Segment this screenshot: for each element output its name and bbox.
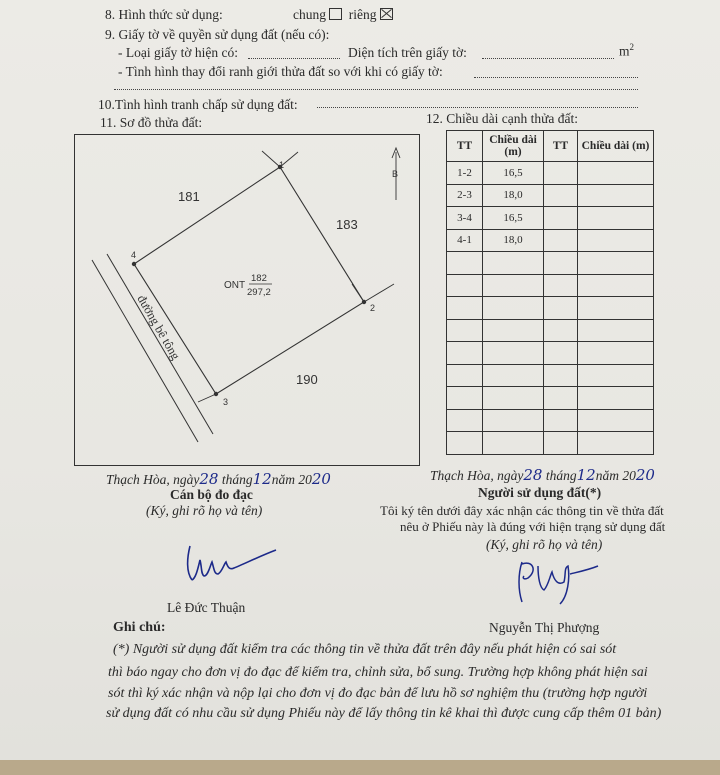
land-user-confirm-1: Tôi ký tên dưới đây xác nhận các thông tin về thửa đất	[380, 503, 664, 518]
doc-type-blank	[248, 58, 340, 59]
edge-length-2	[578, 162, 654, 185]
left-date: Thạch Hòa, ngày28 tháng12năm 2020	[106, 470, 331, 488]
surveyor-title: Cán bộ đo đạc	[170, 487, 253, 502]
empty-cell	[544, 319, 578, 342]
area-blank	[482, 58, 614, 59]
edge-id-2	[544, 162, 578, 185]
empty-cell	[483, 387, 544, 410]
empty-cell	[447, 364, 483, 387]
empty-cell	[578, 297, 654, 320]
empty-cell	[578, 342, 654, 365]
table-row	[447, 319, 654, 342]
edge-id-2	[544, 229, 578, 252]
empty-cell	[447, 409, 483, 432]
boundary-blank-2	[114, 89, 638, 90]
empty-cell	[544, 252, 578, 275]
boundary-change-label: - Tình hình thay đổi ranh giới thửa đất so với khi có giấy tờ:	[118, 64, 443, 79]
empty-cell	[447, 319, 483, 342]
empty-cell	[578, 409, 654, 432]
col-header-length-2: Chiều dài (m)	[578, 131, 654, 162]
empty-cell	[447, 297, 483, 320]
parcel-sketch	[74, 134, 420, 466]
table-header-row	[447, 131, 654, 162]
section12-label: 12. Chiều dài cạnh thửa đất:	[426, 111, 579, 126]
vertex-label-3: 3	[223, 397, 229, 407]
table-row	[447, 252, 654, 275]
empty-cell	[447, 252, 483, 275]
edge-length-table	[446, 130, 654, 455]
road-edge	[92, 260, 198, 442]
edge-length: 18,0	[483, 229, 544, 252]
edge-length-2	[578, 184, 654, 207]
empty-cell	[447, 342, 483, 365]
empty-cell	[578, 252, 654, 275]
empty-cell	[578, 319, 654, 342]
empty-cell	[483, 319, 544, 342]
right-date: Thạch Hòa, ngày28 tháng12năm 2020	[430, 466, 655, 484]
table-row	[447, 184, 654, 207]
table-row	[447, 229, 654, 252]
dispute-blank	[317, 107, 638, 108]
section10-label: 10.Tình hình tranh chấp sử dụng đất:	[98, 97, 298, 112]
edge-id-2	[544, 207, 578, 230]
section9-label: 9. Giấy tờ về quyền sử dụng đất (nếu có):	[105, 27, 330, 42]
empty-cell	[483, 364, 544, 387]
empty-cell	[578, 364, 654, 387]
vertex-label-4: 4	[131, 250, 137, 260]
ownership-options	[293, 7, 393, 23]
empty-cell	[483, 274, 544, 297]
neighbor-parcel-190: 190	[296, 372, 318, 387]
table-row	[447, 409, 654, 432]
edge-length: 16,5	[483, 207, 544, 230]
table-row	[447, 274, 654, 297]
vertex-label-2: 2	[370, 303, 376, 313]
empty-cell	[483, 252, 544, 275]
table-row	[447, 297, 654, 320]
option-private-checkbox	[380, 8, 393, 20]
empty-cell	[544, 274, 578, 297]
land-user-confirm-2: nêu ở Phiếu này là đúng với hiện trạng sử dụng đất	[400, 519, 666, 534]
table-row	[447, 342, 654, 365]
boundary-blank-1	[474, 77, 638, 78]
boundary-extension	[262, 151, 280, 167]
edge-id: 2-3	[447, 184, 483, 207]
empty-cell	[544, 297, 578, 320]
section8-label: 8. Hình thức sử dụng:	[105, 7, 223, 22]
empty-cell	[578, 387, 654, 410]
parcel-number: 182	[251, 273, 267, 284]
road-label: đường bê tông	[134, 292, 183, 363]
edge-length-2	[578, 207, 654, 230]
doc-type-label: - Loại giấy tờ hiện có:	[118, 45, 238, 60]
edge-length: 16,5	[483, 162, 544, 185]
empty-cell	[483, 297, 544, 320]
land-user-sign-hint: (Ký, ghi rõ họ và tên)	[486, 537, 603, 552]
table-row	[447, 162, 654, 185]
note-line-1: (*) Người sử dụng đất kiểm tra các thông tin về thửa đất trên đây nếu phát hiện có sai sót	[113, 642, 617, 657]
empty-cell	[578, 432, 654, 455]
table-surface	[0, 760, 720, 775]
note-line-4: sử dụng đất có nhu cầu sử dụng Phiếu này để lấy thông tin kê khai thì được cung cấp thêm 01 bản)	[106, 706, 662, 721]
edge-id: 3-4	[447, 207, 483, 230]
table-row	[447, 364, 654, 387]
edge-length-2	[578, 229, 654, 252]
empty-cell	[447, 387, 483, 410]
surveyor-name: Lê Đức Thuận	[167, 600, 246, 615]
vertex-marker	[132, 262, 136, 266]
edge-length: 18,0	[483, 184, 544, 207]
land-user-signature	[508, 556, 604, 608]
col-header-tt-2: TT	[544, 131, 578, 162]
note-line-3: sót thì ký xác nhận và nộp lại cho đơn vị đo đạc bản để lưu hồ sơ nghiệm thu (trường hợp người	[108, 686, 648, 701]
option-shared-checkbox	[329, 8, 342, 20]
section11-label: 11. Sơ đồ thửa đất:	[100, 115, 203, 130]
edge-id: 1-2	[447, 162, 483, 185]
north-label: B	[392, 169, 399, 179]
surveyor-signature	[182, 538, 282, 586]
empty-cell	[578, 274, 654, 297]
area-label: Diện tích trên giấy tờ:	[348, 45, 467, 60]
land-user-name: Nguyễn Thị Phượng	[489, 620, 600, 635]
boundary-extension	[364, 284, 394, 302]
parcel-boundary	[134, 167, 364, 394]
neighbor-parcel-183: 183	[336, 217, 358, 232]
empty-cell	[544, 364, 578, 387]
road-edge	[107, 254, 213, 434]
empty-cell	[447, 274, 483, 297]
empty-cell	[544, 432, 578, 455]
empty-cell	[544, 342, 578, 365]
vertex-label-1: 1	[279, 160, 285, 170]
vertex-marker	[214, 392, 218, 396]
table-row	[447, 432, 654, 455]
land-user-title: Người sử dụng đất(*)	[478, 485, 602, 500]
vertex-marker	[362, 300, 366, 304]
option-shared-label: chung	[293, 7, 326, 22]
col-header-length-1: Chiều dài (m)	[483, 131, 544, 162]
table-row	[447, 207, 654, 230]
surveyor-sign-hint: (Ký, ghi rõ họ và tên)	[146, 503, 263, 518]
neighbor-parcel-181: 181	[178, 189, 200, 204]
parcel-type: ONT	[224, 280, 246, 291]
table-row	[447, 387, 654, 410]
option-private-label: riêng	[348, 7, 377, 22]
boundary-extension	[198, 394, 216, 402]
boundary-extension	[352, 284, 364, 302]
edge-id: 4-1	[447, 229, 483, 252]
empty-cell	[447, 432, 483, 455]
col-header-tt-1: TT	[447, 131, 483, 162]
empty-cell	[544, 387, 578, 410]
note-line-2: thì báo ngay cho đơn vị đo đạc để kiểm tra, chỉnh sửa, bổ sung. Trường hợp không phát hiện sai	[108, 665, 648, 680]
note-label: Ghi chú:	[113, 620, 166, 635]
edge-id-2	[544, 184, 578, 207]
empty-cell	[483, 409, 544, 432]
empty-cell	[483, 342, 544, 365]
parcel-area: 297,2	[247, 287, 271, 298]
area-unit: $m^2$	[619, 42, 635, 59]
empty-cell	[544, 409, 578, 432]
empty-cell	[483, 432, 544, 455]
